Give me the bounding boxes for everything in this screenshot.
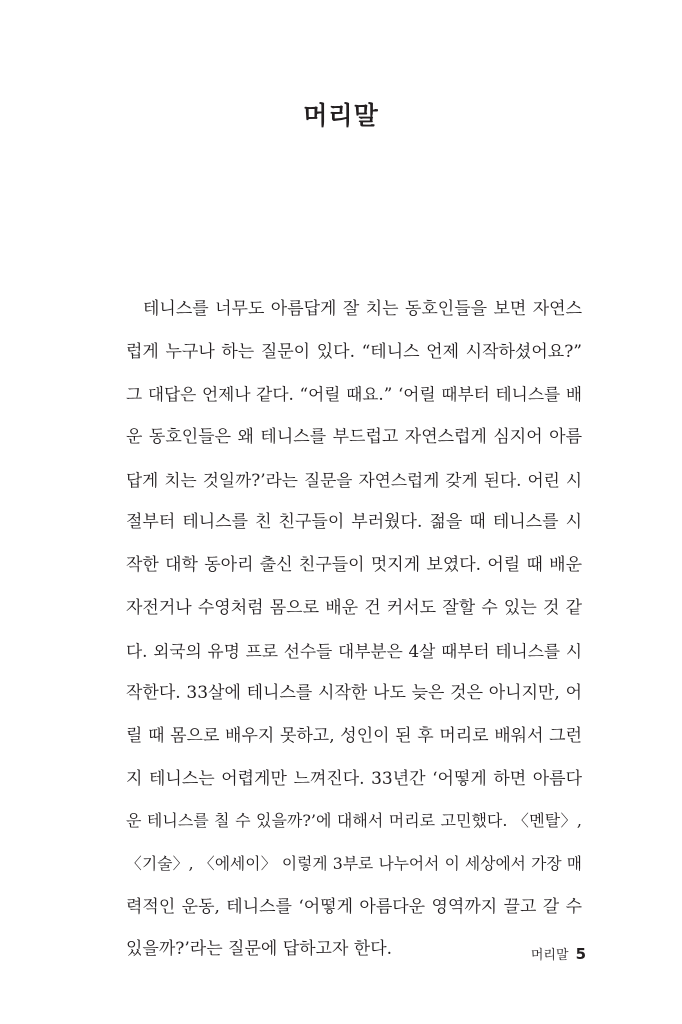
body-line: 다. 외국의 유명 프로 선수들 대부분은 4살 때부터 테니스를 시 — [126, 640, 582, 661]
preface-body — [126, 288, 582, 971]
body-line: 작한 대학 동아리 출신 친구들이 멋지게 보였다. 어릴 때 배운 — [126, 555, 582, 576]
page-title: 머리말 — [303, 101, 379, 130]
body-line: 답게 치는 것일까?’라는 질문을 자연스럽게 갖게 된다. 어린 시 — [126, 469, 582, 490]
body-line: 자전거나 수영처럼 몸으로 배운 건 커서도 잘할 수 있는 것 같 — [126, 597, 582, 618]
body-line: 력적인 운동, 테니스를 ‘어떻게 아름다운 영역까지 끌고 갈 수 — [126, 896, 582, 917]
body-line: 운 테니스를 칠 수 있을까?’에 대해서 머리로 고민했다. 〈멘탈〉, — [126, 811, 582, 831]
body-line: 운 동호인들은 왜 테니스를 부드럽고 자연스럽게 심지어 아름 — [126, 427, 582, 448]
body-line: 테니스를 너무도 아름답게 잘 치는 동호인들을 보면 자연스 — [143, 299, 582, 319]
body-line: 있을까?’라는 질문에 답하고자 한다. — [126, 939, 393, 960]
running-head: 머리말 — [530, 948, 569, 963]
body-line: 작한다. 33살에 테니스를 시작한 나도 늦은 것은 아니지만, 어 — [126, 683, 582, 704]
body-line: 지 테니스는 어렵게만 느껴진다. 33년간 ‘어떻게 하면 아름다 — [126, 768, 582, 789]
body-line: 그 대답은 언제나 같다. “어릴 때요.” ‘어릴 때부터 테니스를 배 — [126, 384, 582, 405]
body-line: 릴 때 몸으로 배우지 못하고, 성인이 된 후 머리로 배워서 그런 — [126, 725, 582, 746]
page-footer — [531, 944, 586, 963]
body-line: 절부터 테니스를 친 친구들이 부러웠다. 젊을 때 테니스를 시 — [126, 512, 582, 533]
page-number: 5 — [575, 945, 586, 963]
body-line: 럽게 누구나 하는 질문이 있다. “테니스 언제 시작하셨어요?” — [126, 341, 582, 362]
body-line: 〈기술〉, 〈에세이〉 이렇게 3부로 나누어서 이 세상에서 가장 매 — [126, 853, 582, 873]
